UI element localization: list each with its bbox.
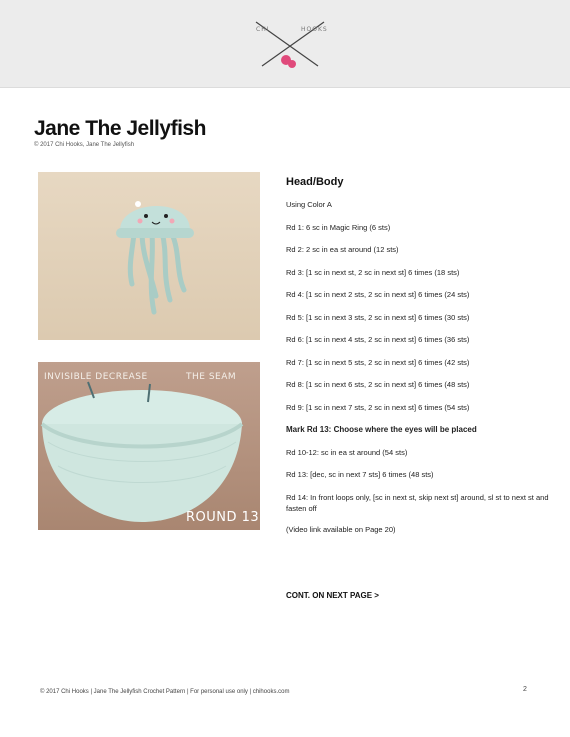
instruction-line: Rd 7: [1 sc in next 5 sts, 2 sc in next st] 6 times (42 sts) — [286, 357, 470, 367]
instruction-line: Rd 8: [1 sc in next 6 sts, 2 sc in next st] 6 times (48 sts) — [286, 380, 470, 389]
logo-icon — [248, 16, 332, 76]
instruction-line: Rd 9: [1 sc in next 7 sts, 2 sc in next st] 6 times (54 sts) — [286, 402, 470, 412]
logo-text-left: CHI — [256, 26, 270, 33]
instruction-line: Rd 5: [1 sc in next 3 sts, 2 sc in next st] 6 times (30 sts) — [286, 312, 470, 322]
instruction-line: Rd 6: [1 sc in next 4 sts, 2 sc in next st] 6 times (36 sts) — [286, 335, 470, 344]
page-footer: © 2017 Chi Hooks | Jane The Jellyfish Crochet Pattern | For personal use only | chihooks.com — [40, 689, 290, 695]
instruction-line: Rd 3: [1 sc in next st, 2 sc in next st] 6 times (18 sts) — [286, 267, 460, 277]
instruction-line: Rd 1: 6 sc in Magic Ring (6 sts) — [286, 222, 391, 232]
video-link-note: (Video link available on Page 20) — [286, 524, 396, 534]
section-heading: Head/Body — [286, 176, 344, 188]
instruction-line: Using Color A — [286, 200, 332, 209]
photo-label-bottom: ROUND 13 — [186, 510, 260, 525]
page-subtitle: © 2017 Chi Hooks, Jane The Jellyfish — [34, 142, 135, 148]
instruction-line: Rd 10-12: sc in ea st around (54 sts) — [286, 447, 408, 457]
instruction-note: Mark Rd 13: Choose where the eyes will be placed — [286, 425, 477, 434]
page-title: Jane The Jellyfish — [34, 117, 206, 140]
instruction-line: Rd 4: [1 sc in next 2 sts, 2 sc in next st] 6 times (24 sts) — [286, 290, 470, 299]
page-number: 2 — [523, 686, 527, 693]
instruction-line: Rd 13: [dec, sc in next 7 sts] 6 times (48 sts) — [286, 470, 434, 479]
logo-text-right: HOOKS — [301, 26, 328, 33]
continued-label: CONT. ON NEXT PAGE > — [286, 591, 379, 600]
round-13-photo — [38, 362, 260, 530]
instruction-line: Rd 14: In front loops only, [sc in next st, skip next st] around, sl st to next st and fasten off — [286, 492, 549, 513]
instruction-line: Rd 2: 2 sc in ea st around (12 sts) — [286, 245, 399, 254]
photo-label-left: INVISIBLE DECREASE — [44, 372, 148, 382]
pattern-instructions — [286, 176, 556, 546]
jellyfish-photo — [38, 172, 260, 340]
page-header — [0, 0, 570, 88]
photo-label-right: THE SEAM — [186, 372, 237, 382]
